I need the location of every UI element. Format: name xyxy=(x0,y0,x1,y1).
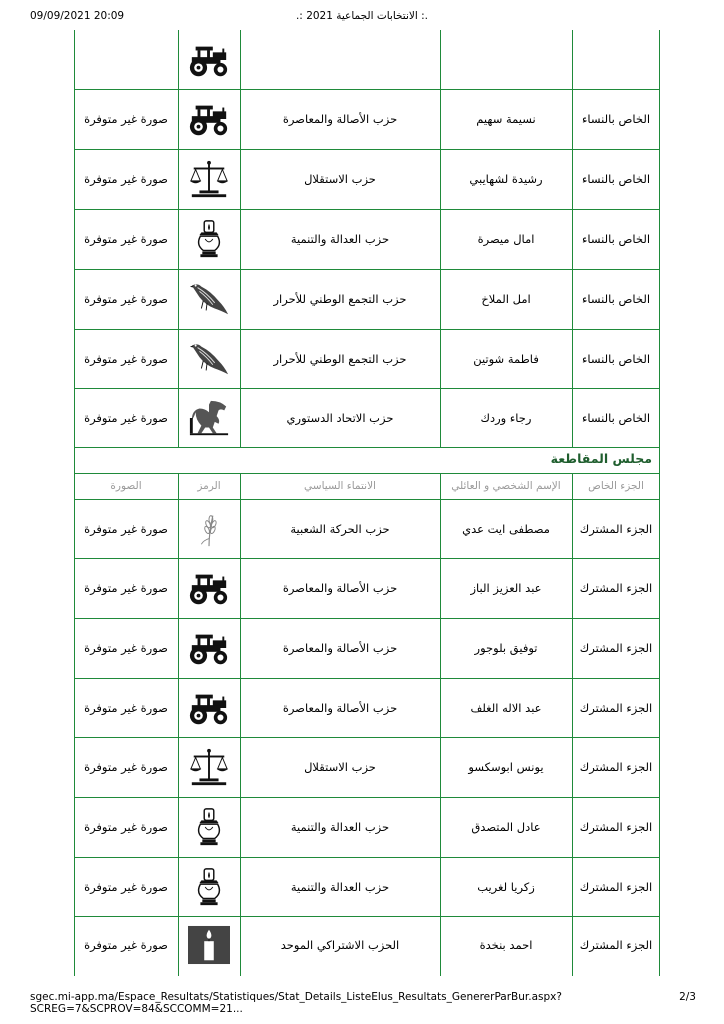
table-row xyxy=(74,269,660,329)
photo-cell: صورة غير متوفرة xyxy=(84,760,168,774)
tractor-icon xyxy=(178,30,240,89)
name-cell: فاطمة شوتين xyxy=(473,351,539,366)
part-cell: الخاص بالنساء xyxy=(581,351,651,366)
page-title: .: الانتخابات الجماعية 2021 :. xyxy=(295,10,429,22)
name-cell: عبد العزيز الباز xyxy=(470,581,542,595)
print-datetime: 09/09/2021 20:09 xyxy=(30,10,125,22)
print-url: sgec.mi-app.ma/Espace_Resultats/Statistiques/Stat_Details_ListeElus_Resultats_GenererParBur.aspx?SCREG=7&SCPROV=84&SCCOMM=21... xyxy=(30,991,562,1015)
photo-cell: صورة غير متوفرة xyxy=(84,172,168,186)
lamp-icon xyxy=(178,857,240,916)
name-cell: عادل المتصدق xyxy=(471,820,541,834)
part-cell: الخاص بالنساء xyxy=(581,172,651,186)
part-cell: الخاص بالنساء xyxy=(581,292,651,306)
table-row xyxy=(74,209,660,269)
table-row xyxy=(74,737,660,797)
part-cell: الجزء المشترك xyxy=(579,581,653,595)
part-cell: الجزء المشترك xyxy=(579,820,653,834)
part-cell: الجزء المشترك xyxy=(579,521,653,536)
table-row xyxy=(74,499,660,558)
party-cell: حزب العدالة والتنمية xyxy=(290,879,390,894)
part-cell: الجزء المشترك xyxy=(579,760,653,774)
party-cell: حزب الأصالة والمعاصرة xyxy=(282,700,398,715)
candle-icon xyxy=(178,916,240,974)
part-cell: الخاص بالنساء xyxy=(581,410,651,425)
tractor-icon xyxy=(178,618,240,678)
table-row xyxy=(74,388,660,447)
name-cell: احمد بنخدة xyxy=(479,938,533,952)
tractor-icon xyxy=(178,558,240,618)
photo-cell: صورة غير متوفرة xyxy=(84,820,168,834)
photo-cell: صورة غير متوفرة xyxy=(84,410,168,425)
photo-cell: صورة غير متوفرة xyxy=(84,581,168,595)
tractor-icon xyxy=(178,678,240,737)
lamp-icon xyxy=(178,209,240,269)
part-cell: الخاص بالنساء xyxy=(581,232,651,246)
section-title: مجلس المقاطعة xyxy=(550,451,652,466)
name-cell: يونس ابوسكسو xyxy=(468,760,544,774)
photo-cell: صورة غير متوفرة xyxy=(84,641,168,655)
photo-cell: صورة غير متوفرة xyxy=(84,292,168,306)
column-header-part: الجزء الخاص xyxy=(588,480,644,492)
table-row xyxy=(74,618,660,678)
name-cell: زكريا لغريب xyxy=(477,879,535,894)
table-row xyxy=(74,149,660,209)
column-header-photo: الصورة xyxy=(110,480,142,492)
dove-icon xyxy=(178,329,240,388)
photo-cell: صورة غير متوفرة xyxy=(84,938,168,952)
photo-cell: صورة غير متوفرة xyxy=(84,112,168,126)
party-cell: الحزب الاشتراكي الموحد xyxy=(280,938,400,952)
name-cell: توفيق بلوجور xyxy=(474,641,538,655)
photo-cell: صورة غير متوفرة xyxy=(84,700,168,715)
party-cell: حزب الاتحاد الدستوري xyxy=(286,410,394,425)
photo-cell: صورة غير متوفرة xyxy=(84,232,168,246)
part-cell: الجزء المشترك xyxy=(579,641,653,655)
page-number: 2/3 xyxy=(679,991,696,1003)
party-cell: حزب الحركة الشعبية xyxy=(290,521,390,536)
table-row xyxy=(74,678,660,737)
name-cell: رشيدة لشهايبي xyxy=(469,172,543,186)
horse-icon xyxy=(178,388,240,447)
party-cell: حزب الاستقلال xyxy=(304,760,376,774)
photo-cell: صورة غير متوفرة xyxy=(84,521,168,536)
column-header-name: الإسم الشخصي و العائلي xyxy=(451,480,561,492)
column-header-symbol: الرمز xyxy=(197,480,221,492)
party-cell: حزب الاستقلال xyxy=(304,172,376,186)
party-cell: حزب الأصالة والمعاصرة xyxy=(282,112,398,126)
table-row xyxy=(74,329,660,388)
lamp-icon xyxy=(178,797,240,857)
scales-icon xyxy=(178,149,240,209)
column-header-party: الانتماء السياسي xyxy=(304,480,376,492)
table-row xyxy=(74,916,660,974)
table-header-row xyxy=(74,473,660,499)
party-cell: حزب الأصالة والمعاصرة xyxy=(282,581,398,595)
section-header xyxy=(74,447,660,473)
name-cell: امل الملاخ xyxy=(481,292,531,306)
wheat-icon xyxy=(178,499,240,558)
party-cell: حزب العدالة والتنمية xyxy=(290,820,390,834)
party-cell: حزب الأصالة والمعاصرة xyxy=(282,641,398,655)
table-row xyxy=(74,857,660,916)
dove-icon xyxy=(178,269,240,329)
party-cell: حزب العدالة والتنمية xyxy=(290,232,390,246)
name-cell: نسيمة سهيم xyxy=(476,112,536,126)
table-row xyxy=(74,797,660,857)
name-cell: رجاء وردك xyxy=(480,410,532,425)
photo-cell: صورة غير متوفرة xyxy=(84,879,168,894)
name-cell: مصطفى ايت عدي xyxy=(462,521,550,536)
part-cell: الجزء المشترك xyxy=(579,879,653,894)
table-row xyxy=(74,89,660,149)
table-row xyxy=(74,30,660,89)
scales-icon xyxy=(178,737,240,797)
part-cell: الخاص بالنساء xyxy=(581,112,651,126)
name-cell: امال ميصرة xyxy=(477,232,535,246)
part-cell: الجزء المشترك xyxy=(579,700,653,715)
name-cell: عبد الاله الغلف xyxy=(470,700,542,715)
photo-cell: صورة غير متوفرة xyxy=(84,351,168,366)
party-cell: حزب التجمع الوطني للأحرار xyxy=(273,292,407,306)
tractor-icon xyxy=(178,89,240,149)
party-cell: حزب التجمع الوطني للأحرار xyxy=(273,351,407,366)
table-row xyxy=(74,558,660,618)
part-cell: الجزء المشترك xyxy=(579,938,653,952)
